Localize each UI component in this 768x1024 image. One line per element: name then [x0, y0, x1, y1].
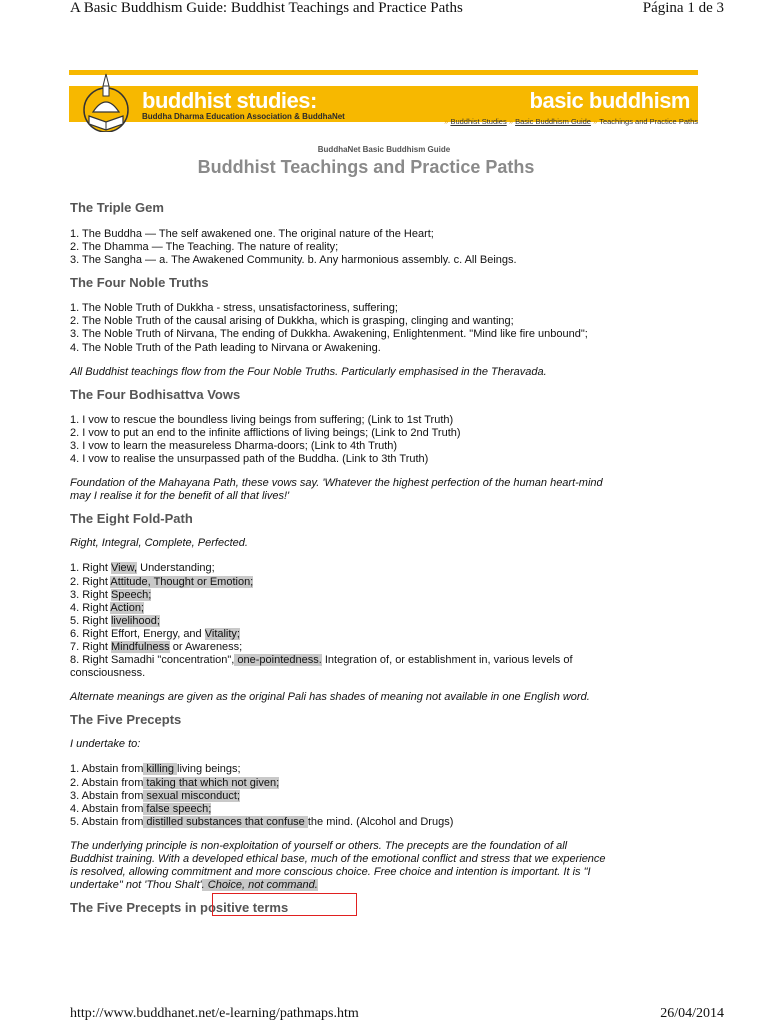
bodhisattva-vows-list — [70, 414, 710, 466]
list-item: 3. I vow to learn the measureless Dharma-doors; (Link to 4th Truth) — [70, 439, 398, 452]
eightfold-intro: Right, Integral, Complete, Perfected. — [70, 537, 248, 550]
eightfold-note: Alternate meanings are given as the original Pali has shades of meaning not available in one English word. — [70, 691, 590, 704]
list-item: 7. Right Mindfulness or Awareness; — [70, 640, 243, 653]
list-item: 8. Right Samadhi "concentration", one-pointedness. Integration of, or establishment in, various levels of — [70, 654, 573, 667]
precepts-intro: I undertake to: — [70, 738, 141, 751]
bodhisattva-note — [70, 477, 710, 503]
note-line: Buddhist training. With a developed ethical base, much of the emotional conflict and stress that we experience — [70, 853, 606, 865]
list-item: 4. Right Action; — [70, 601, 144, 614]
note-line: undertake" not 'Thou Shalt' — [70, 879, 202, 892]
heading-noble-truths: The Four Noble Truths — [70, 275, 209, 291]
annotation-box — [212, 893, 357, 916]
list-item: 4. Abstain from false speech; — [70, 802, 212, 815]
print-date: 26/04/2014 — [660, 1006, 724, 1021]
highlight: taking that which not given; — [143, 776, 280, 789]
heading-bodhisattva-vows: The Four Bodhisattva Vows — [70, 386, 241, 402]
eightfold-list — [70, 562, 710, 680]
breadcrumb-link-guide[interactable]: Basic Buddhism Guide — [515, 117, 591, 126]
note-line: The underlying principle is non-exploitation of yourself or others. The precepts are the foundation of all — [70, 839, 568, 852]
site-name: buddhist studies: — [142, 88, 317, 113]
heading-precepts-positive: The Five Precepts in positive terms — [70, 900, 289, 916]
breadcrumb-arrow-icon: » — [508, 117, 513, 126]
list-item: 1. Abstain from killing living beings; — [70, 763, 241, 776]
note-line: Foundation of the Mahayana Path, these vows say. 'Whatever the highest perfection of the human heart-mind — [70, 477, 603, 490]
noble-truths-note: All Buddhist teachings flow from the Four Noble Truths. Particularly emphasised in the Theravada. — [70, 365, 547, 378]
page-number: Página 1 de 3 — [642, 0, 724, 16]
article-body — [70, 200, 710, 916]
list-item: 2. The Noble Truth of the causal arising of Dukkha, which is grasping, clinging and wanting; — [70, 315, 514, 328]
list-item: 4. The Noble Truth of the Path leading to Nirvana or Awakening. — [70, 341, 381, 354]
list-item: 1. The Buddha — The self awakened one. The original nature of the Heart; — [70, 228, 434, 240]
highlight: Attitude, Thought or Emotion; — [110, 575, 254, 588]
breadcrumb-arrow-icon: » — [444, 117, 449, 126]
page-title: Buddhist Teachings and Practice Paths — [197, 157, 535, 177]
highlight: Vitality; — [204, 627, 240, 640]
list-item: 3. Abstain from sexual misconduct; — [70, 789, 240, 802]
noble-truths-list — [70, 302, 710, 354]
list-item: 1. Right View, Understanding; — [70, 562, 215, 575]
list-item: 3. Right Speech; — [70, 588, 152, 601]
list-item: 4. I vow to realise the unsurpassed path of the Buddha. (Link to 3th Truth) — [70, 453, 429, 466]
site-subtitle: Buddha Dharma Education Association & BuddhaNet — [142, 112, 345, 121]
triple-gem-list — [70, 228, 710, 267]
list-item: 1. I vow to rescue the boundless living beings from suffering; (Link to 1st Truth) — [70, 413, 454, 426]
list-item: 5. Right livelihood; — [70, 614, 160, 627]
heading-five-precepts: The Five Precepts — [70, 712, 182, 728]
highlight: View, — [110, 562, 138, 575]
list-item: 2. Abstain from taking that which not given; — [70, 776, 280, 789]
note-line: is resolved, allowing commitment and more conscious choice. Free choice and intention is important. It is "I — [70, 866, 591, 879]
highlight: sexual misconduct; — [143, 789, 240, 802]
breadcrumb-arrow-icon: » — [593, 117, 598, 126]
highlight: one-pointedness. — [234, 654, 322, 667]
stupa-with-open-book-icon — [77, 72, 135, 132]
list-item: 3. The Noble Truth of Nirvana, The ending of Dukkha. Awakening, Enlightenment. "Mind like fire unbound"; — [70, 328, 588, 341]
heading-triple-gem: The Triple Gem — [70, 200, 164, 215]
precepts-note — [70, 840, 710, 892]
pdf-page-footer — [70, 1006, 724, 1024]
highlight: Mindfulness — [110, 640, 170, 653]
pdf-page-header — [70, 0, 724, 20]
breadcrumb-current: Teachings and Practice Paths — [599, 117, 698, 126]
list-item: 2. Right Attitude, Thought or Emotion; — [70, 575, 254, 588]
guide-label: BuddhaNet Basic Buddhism Guide — [317, 145, 451, 154]
document-title: A Basic Buddhism Guide: Buddhist Teachings and Practice Paths — [70, 0, 463, 16]
five-precepts-list — [70, 763, 710, 828]
highlight: livelihood; — [110, 614, 160, 627]
note-line: may I realise it for the benefit of all that lives!' — [70, 490, 290, 503]
list-item: 6. Right Effort, Energy, and Vitality; — [70, 627, 240, 640]
highlight: Speech; — [110, 588, 152, 601]
breadcrumb-link-studies[interactable]: Buddhist Studies — [450, 117, 507, 126]
highlight: false speech; — [143, 802, 212, 815]
list-item: 3. The Sangha — a. The Awakened Community. b. Any harmonious assembly. c. All Beings. — [70, 254, 517, 267]
highlight: . Choice, not command. — [201, 879, 318, 892]
breadcrumb — [444, 117, 698, 126]
highlight: killing — [143, 763, 177, 776]
source-url: http://www.buddhanet.net/e-learning/pathmaps.htm — [70, 1006, 359, 1021]
list-item-continuation: consciousness. — [70, 667, 146, 680]
highlight: Action; — [110, 601, 144, 614]
list-item: 2. I vow to put an end to the infinite afflictions of living beings; (Link to 2nd Truth) — [70, 426, 461, 439]
highlight: distilled substances that confuse — [143, 815, 308, 828]
list-item: 5. Abstain from distilled substances that confuse the mind. (Alcohol and Drugs) — [70, 815, 454, 828]
banner-top-stripe — [69, 70, 698, 75]
section-title: basic buddhism — [529, 88, 690, 113]
list-item: 1. The Noble Truth of Dukkha - stress, unsatisfactoriness, suffering; — [70, 302, 398, 315]
list-item: 2. The Dhamma — The Teaching. The nature of reality; — [70, 241, 339, 254]
heading-eightfold-path: The Eight Fold-Path — [70, 511, 193, 527]
